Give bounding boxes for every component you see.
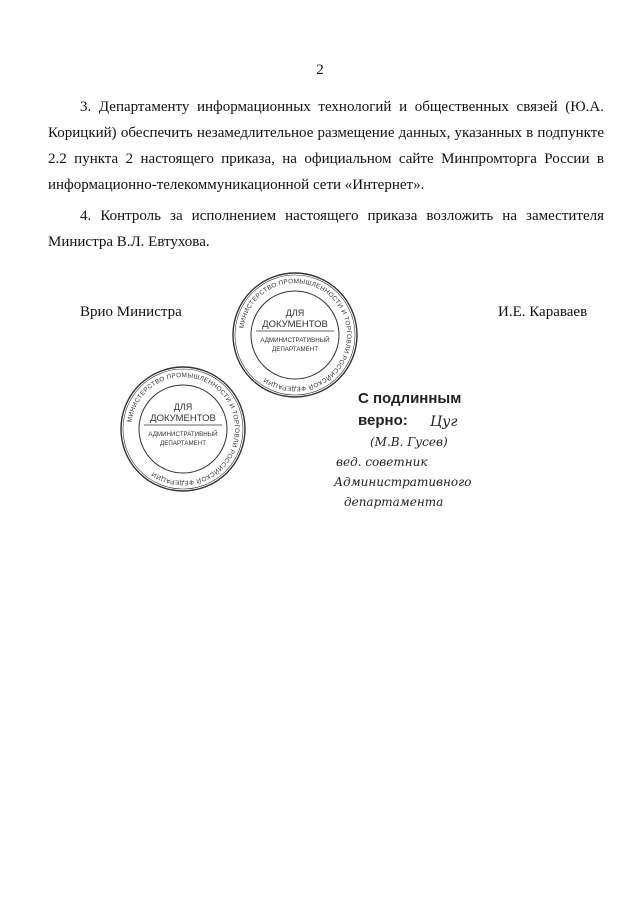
handwritten-signature-mark: Цуг xyxy=(430,414,458,430)
stamp-ring-text: МИНИСТЕРСТВО ПРОМЫШЛЕННОСТИ И ТОРГОВЛИ РОССИЙСКОЙ ФЕДЕРАЦИИ xyxy=(238,277,353,393)
svg-text:МИНИСТЕРСТВО ПРОМЫШЛЕННОСТИ И xyxy=(126,372,240,486)
stamp-line3: АДМИНИСТРАТИВНЫЙ xyxy=(260,337,330,344)
stamp-line4: ДЕПАРТАМЕНТ xyxy=(272,346,318,353)
signatory-role: Врио Министра xyxy=(80,304,182,320)
certification-line1: С подлинным xyxy=(358,390,462,407)
handwritten-signature xyxy=(330,412,550,512)
paragraph-4: 4. Контроль за исполнением настоящего приказа возложить на заместителя Министра В.Л. Евтухова. xyxy=(48,208,604,250)
stamp-line1: ДЛЯ xyxy=(285,308,305,318)
official-stamp xyxy=(230,270,360,400)
svg-text:МИНИСТЕРСТВО ПРОМЫШЛЕННОСТИ И xyxy=(238,278,352,392)
page-number: 2 xyxy=(316,62,324,78)
signatory-name: И.Е. Караваев xyxy=(498,304,588,320)
stamp-line2: ДОКУМЕНТОВ xyxy=(150,413,216,424)
stamp-ring-text: МИНИСТЕРСТВО ПРОМЫШЛЕННОСТИ И ТОРГОВЛИ РОССИЙСКОЙ ФЕДЕРАЦИИ xyxy=(126,371,241,487)
stamp-line2: ДОКУМЕНТОВ xyxy=(262,319,328,330)
certification-line2: верно: xyxy=(358,412,408,429)
handwritten-name: (М.В. Гусев) xyxy=(370,435,448,449)
handwritten-line3: департамента xyxy=(344,495,444,509)
stamp-line4: ДЕПАРТАМЕНТ xyxy=(160,440,206,447)
stamp-line3: АДМИНИСТРАТИВНЫЙ xyxy=(148,431,218,438)
paragraph-3: 3. Департаменту информационных технологий и общественных связей (Ю.А. Корицкий) обеспечить незамедлительное размещение данных, указанных в подпункте 2.2 пункта 2 настоящего приказа, на официальном сайте Минпромторга России в информационно-телекоммуникационной сети «Интернет». xyxy=(48,99,604,193)
stamp-line1: ДЛЯ xyxy=(173,402,193,412)
handwritten-line2: Административного xyxy=(334,475,472,489)
handwritten-line1: вед. советник xyxy=(336,455,428,469)
official-stamp-secondary xyxy=(118,364,248,494)
